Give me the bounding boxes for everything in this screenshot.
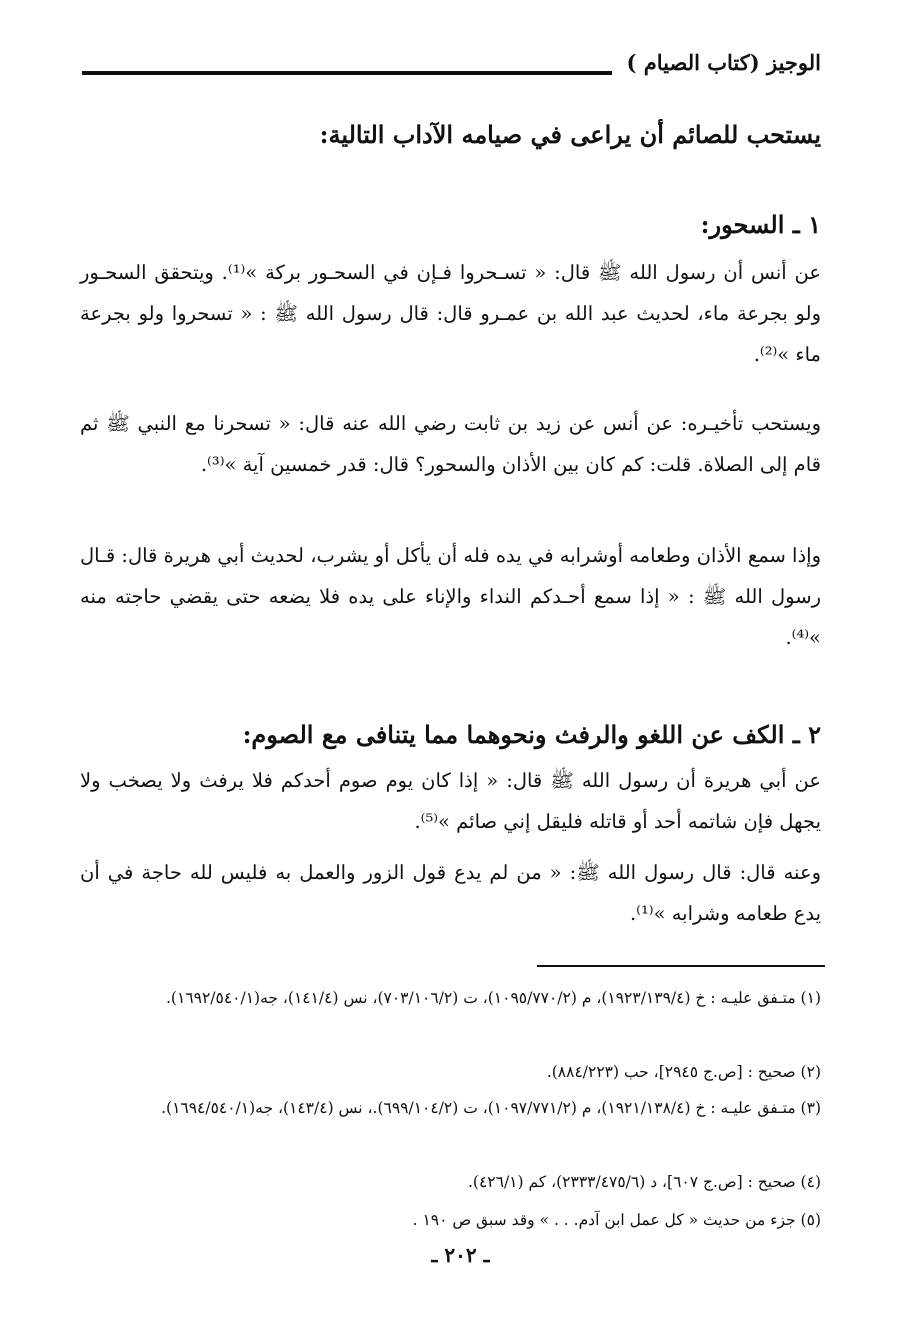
footnote-4: (٤) صحيح : [ص.ج ٦٠٧]، د (٢٣٣٣/٤٧٥/٦)، كم (٤٢٦/١).: [468, 1173, 821, 1191]
footnote-3: (٣) متـفق عليـه : خ (١٩٢١/١٣٨/٤)، م (١٠٩٧/٧٧١/٢)، ت (٦٩٩/١٠٤/٢).، نس (١٤٣/٤)، جه(١٦٩٤/٥٤٠/١).: [161, 1099, 821, 1117]
section-2-paragraph-1: عن أبي هريرة أن رسول الله ﷺ قال: « إذا كان يوم صوم أحدكم فلا يرفث ولا يصخب ولا يجهل فإن شاتمه أحد أو قاتله فليقل إني صائم »⁽⁵⁾.: [80, 769, 821, 833]
footnote-1: (١) متـفق عليـه : خ (١٩٢٣/١٣٩/٤)، م (١٠٩٥/٧٧٠/٢)، ت (٧٠٣/١٠٦/٢)، نس (١٤١/٤)، جه(١٦٩٢/٥٤٠/١).: [166, 989, 821, 1007]
footnote-5: (٥) جزء من حديث « كل عمل ابن آدم. . . » وقد سبق ص ١٩٠ .: [412, 1211, 821, 1229]
footnote-rule: [537, 965, 825, 967]
header-rule: [82, 71, 612, 75]
running-header-title: الوجيز (كتاب الصيام ): [626, 50, 821, 75]
section-1-paragraph-2: ويستحب تأخيـره: عن أنس عن زيد بن ثابت رضي الله عنه قال: « تسحرنا مع النبي ﷺ ثم قام إلى الصلاة. قلت: كم كان بين الأذان والسحور؟ قال: قدر خمسين آية »⁽³⁾.: [80, 412, 821, 476]
page-number: ـ ٢٠٢ ـ: [431, 1243, 490, 1267]
section-1-heading: ١ ـ السحور:: [700, 210, 821, 239]
intro-heading: يستحب للصائم أن يراعى في صيامه الآداب التالية:: [319, 120, 821, 149]
footnote-2: (٢) صحيح : [ص.ج ٢٩٤٥]، حب (٨٨٤/٢٢٣).: [546, 1063, 821, 1081]
section-2-heading: ٢ ـ الكف عن اللغو والرفث ونحوهما مما يتنافى مع الصوم:: [242, 720, 821, 749]
section-1-paragraph-3: وإذا سمع الأذان وطعامه أوشرابه في يده فله أن يأكل أو يشرب، لحديث أبي هريرة قال: قـال رسول الله ﷺ : « إذا سمع أحـدكم النداء والإناء على يده فلا يضعه حتى يقضي حاجته منه »⁽⁴⁾.: [80, 544, 821, 649]
section-1-paragraph-1: عن أنس أن رسول الله ﷺ قال: « تسـحروا فـإن في السحـور بركة »⁽¹⁾. ويتحقق السحـور ولو بجرعة ماء، لحديث عبد الله بن عمـرو قال: قال رسول الله ﷺ : « تسحروا ولو بجرعة ماء »⁽²⁾.: [80, 261, 822, 366]
section-2-paragraph-2: وعنه قال: قال رسول الله ﷺ: « من لم يدع قول الزور والعمل به فليس لله حاجة في أن يدع طعامه وشرابه »⁽¹⁾.: [80, 861, 821, 925]
